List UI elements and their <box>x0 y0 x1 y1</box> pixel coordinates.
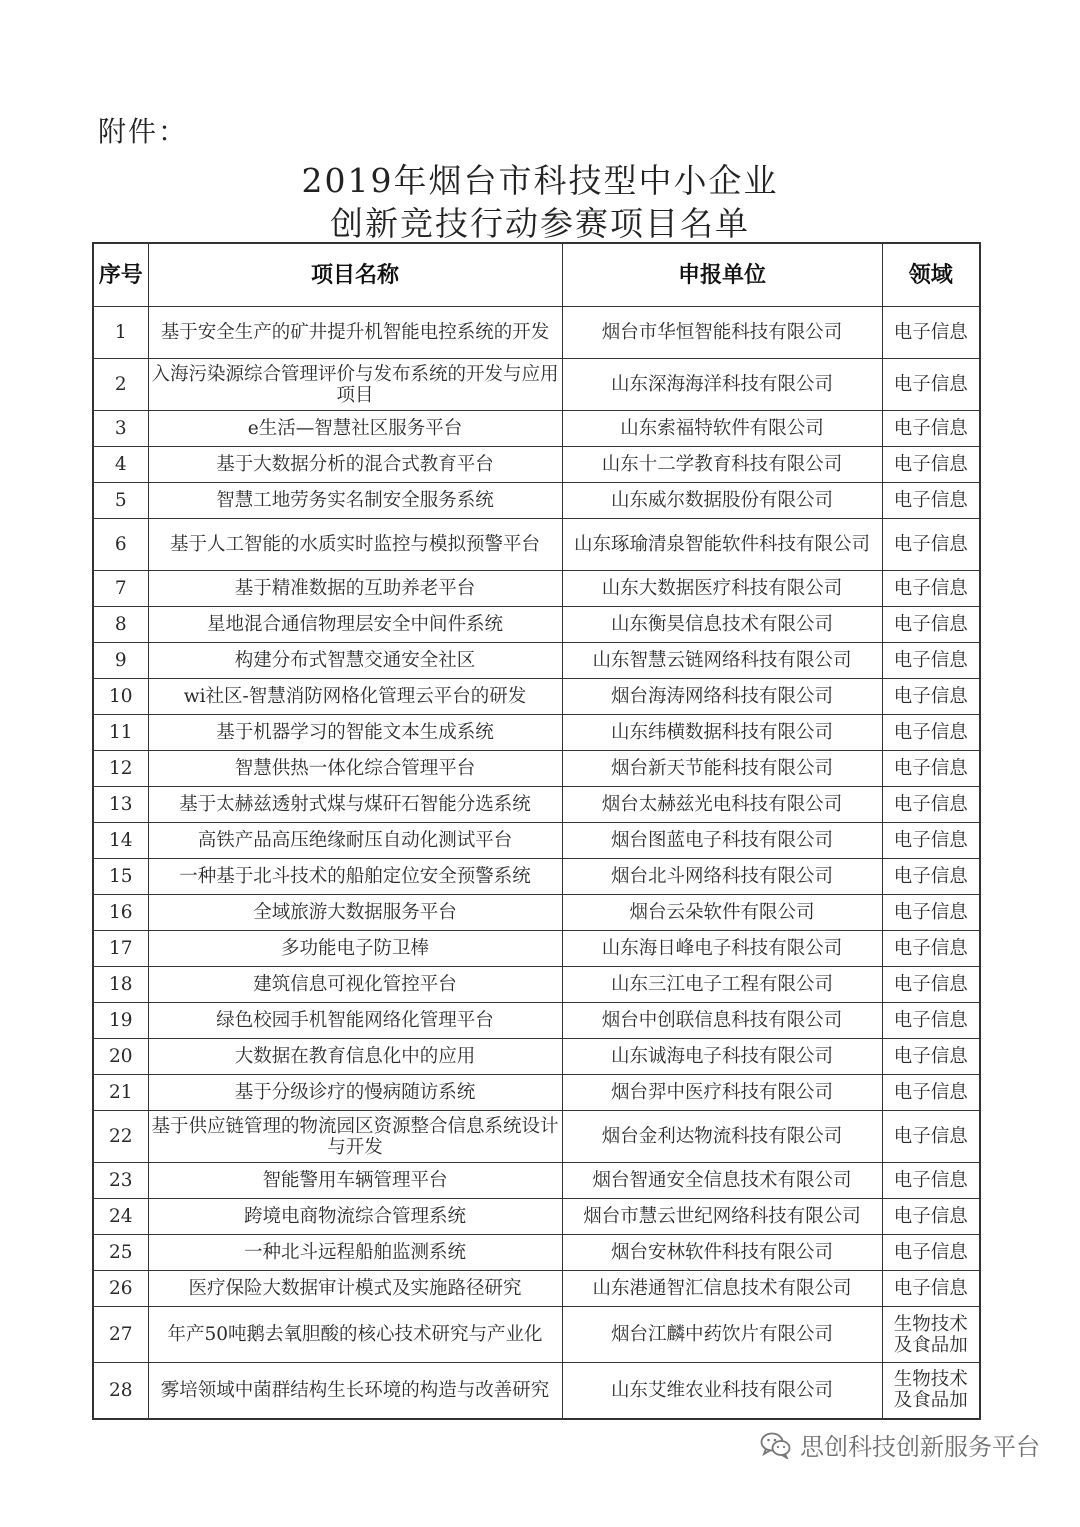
table-row <box>93 787 980 823</box>
cell-applicant-unit: 烟台中创联信息科技有限公司 <box>562 1003 882 1039</box>
cell-number: 22 <box>93 1111 148 1163</box>
cell-project-name: 基于太赫兹透射式煤与煤矸石智能分选系统 <box>148 787 562 823</box>
document-title-line-1: 2019年烟台市科技型中小企业 <box>301 161 779 200</box>
cell-applicant-unit: 烟台新天节能科技有限公司 <box>562 751 882 787</box>
cell-applicant-unit: 烟台安林软件科技有限公司 <box>562 1235 882 1271</box>
cell-project-name: 基于分级诊疗的慢病随访系统 <box>148 1075 562 1111</box>
cell-field: 电子信息 <box>882 1199 980 1235</box>
header-applicant-unit: 申报单位 <box>562 243 882 307</box>
cell-number: 14 <box>93 823 148 859</box>
cell-field: 电子信息 <box>882 1075 980 1111</box>
cell-project-name: 建筑信息可视化管控平台 <box>148 967 562 1003</box>
table-row <box>93 1363 980 1419</box>
cell-number: 5 <box>93 483 148 519</box>
cell-field: 电子信息 <box>882 715 980 751</box>
cell-field: 电子信息 <box>882 571 980 607</box>
cell-number: 3 <box>93 411 148 447</box>
table-row <box>93 1199 980 1235</box>
cell-applicant-unit: 山东琢瑜清泉智能软件科技有限公司 <box>562 519 882 571</box>
cell-applicant-unit: 山东衡昊信息技术有限公司 <box>562 607 882 643</box>
table-row <box>93 679 980 715</box>
table-row <box>93 1003 980 1039</box>
cell-field: 电子信息 <box>882 519 980 571</box>
table-row <box>93 859 980 895</box>
cell-project-name: 星地混合通信物理层安全中间件系统 <box>148 607 562 643</box>
cell-number: 1 <box>93 307 148 359</box>
cell-project-name: 雾培领域中菌群结构生长环境的构造与改善研究 <box>148 1363 562 1419</box>
cell-number: 13 <box>93 787 148 823</box>
cell-applicant-unit: 烟台太赫兹光电科技有限公司 <box>562 787 882 823</box>
table-row <box>93 823 980 859</box>
cell-field: 电子信息 <box>882 411 980 447</box>
cell-number: 28 <box>93 1363 148 1419</box>
cell-number: 23 <box>93 1163 148 1199</box>
cell-project-name: 基于精准数据的互助养老平台 <box>148 571 562 607</box>
table-row <box>93 895 980 931</box>
cell-project-name: 大数据在教育信息化中的应用 <box>148 1039 562 1075</box>
cell-field: 电子信息 <box>882 1039 980 1075</box>
cell-field: 电子信息 <box>882 787 980 823</box>
cell-applicant-unit: 烟台智通安全信息技术有限公司 <box>562 1163 882 1199</box>
cell-field: 电子信息 <box>882 751 980 787</box>
table-row <box>93 967 980 1003</box>
cell-project-name: 跨境电商物流综合管理系统 <box>148 1199 562 1235</box>
cell-number: 20 <box>93 1039 148 1075</box>
cell-field: 电子信息 <box>882 1271 980 1307</box>
cell-applicant-unit: 山东三江电子工程有限公司 <box>562 967 882 1003</box>
cell-number: 10 <box>93 679 148 715</box>
project-table <box>92 242 981 1420</box>
cell-field: 生物技术及食品加 <box>882 1363 980 1419</box>
cell-field: 电子信息 <box>882 967 980 1003</box>
table-row <box>93 1039 980 1075</box>
cell-applicant-unit: 山东索福特软件有限公司 <box>562 411 882 447</box>
cell-field: 电子信息 <box>882 1163 980 1199</box>
cell-applicant-unit: 山东港通智汇信息技术有限公司 <box>562 1271 882 1307</box>
cell-field: 电子信息 <box>882 607 980 643</box>
cell-number: 26 <box>93 1271 148 1307</box>
table-row <box>93 447 980 483</box>
cell-project-name: 构建分布式智慧交通安全社区 <box>148 643 562 679</box>
table-row <box>93 483 980 519</box>
table-row <box>93 359 980 411</box>
cell-applicant-unit: 烟台金利达物流科技有限公司 <box>562 1111 882 1163</box>
table-row <box>93 1075 980 1111</box>
header-number: 序号 <box>93 243 148 307</box>
attachment-label: 附件： <box>98 115 189 148</box>
cell-field: 电子信息 <box>882 679 980 715</box>
table-header-row <box>93 243 980 307</box>
cell-number: 4 <box>93 447 148 483</box>
cell-project-name: 一种基于北斗技术的船舶定位安全预警系统 <box>148 859 562 895</box>
cell-field: 电子信息 <box>882 359 980 411</box>
cell-applicant-unit: 山东威尔数据股份有限公司 <box>562 483 882 519</box>
cell-applicant-unit: 山东诚海电子科技有限公司 <box>562 1039 882 1075</box>
cell-field: 电子信息 <box>882 859 980 895</box>
cell-number: 9 <box>93 643 148 679</box>
cell-applicant-unit: 烟台海涛网络科技有限公司 <box>562 679 882 715</box>
cell-field: 电子信息 <box>882 931 980 967</box>
cell-project-name: 基于机器学习的智能文本生成系统 <box>148 715 562 751</box>
cell-project-name: 基于供应链管理的物流园区资源整合信息系统设计与开发 <box>148 1111 562 1163</box>
table-row <box>93 607 980 643</box>
cell-number: 27 <box>93 1307 148 1363</box>
cell-field: 电子信息 <box>882 1111 980 1163</box>
cell-project-name: e生活—智慧社区服务平台 <box>148 411 562 447</box>
table-row <box>93 411 980 447</box>
cell-project-name: 智能警用车辆管理平台 <box>148 1163 562 1199</box>
cell-applicant-unit: 烟台羿中医疗科技有限公司 <box>562 1075 882 1111</box>
table-row <box>93 1307 980 1363</box>
cell-number: 21 <box>93 1075 148 1111</box>
cell-number: 16 <box>93 895 148 931</box>
table-row <box>93 307 980 359</box>
cell-project-name: 全域旅游大数据服务平台 <box>148 895 562 931</box>
cell-project-name: 基于安全生产的矿井提升机智能电控系统的开发 <box>148 307 562 359</box>
table-row <box>93 715 980 751</box>
cell-number: 6 <box>93 519 148 571</box>
cell-project-name: 入海污染源综合管理评价与发布系统的开发与应用项目 <box>148 359 562 411</box>
cell-field: 电子信息 <box>882 447 980 483</box>
cell-number: 17 <box>93 931 148 967</box>
cell-number: 18 <box>93 967 148 1003</box>
cell-number: 12 <box>93 751 148 787</box>
cell-field: 电子信息 <box>882 895 980 931</box>
cell-number: 2 <box>93 359 148 411</box>
document-title-line-2: 创新竞技行动参赛项目名单 <box>330 204 750 243</box>
cell-number: 7 <box>93 571 148 607</box>
table-row <box>93 1163 980 1199</box>
table-row <box>93 1111 980 1163</box>
cell-number: 15 <box>93 859 148 895</box>
cell-project-name: 多功能电子防卫棒 <box>148 931 562 967</box>
table-row <box>93 931 980 967</box>
cell-number: 25 <box>93 1235 148 1271</box>
cell-project-name: 高铁产品高压绝缘耐压自动化测试平台 <box>148 823 562 859</box>
cell-field: 电子信息 <box>882 823 980 859</box>
cell-number: 8 <box>93 607 148 643</box>
cell-applicant-unit: 山东纬横数据科技有限公司 <box>562 715 882 751</box>
cell-applicant-unit: 山东艾维农业科技有限公司 <box>562 1363 882 1419</box>
table-row <box>93 643 980 679</box>
cell-project-name: 基于大数据分析的混合式教育平台 <box>148 447 562 483</box>
table-row <box>93 519 980 571</box>
cell-number: 11 <box>93 715 148 751</box>
cell-field: 生物技术及食品加 <box>882 1307 980 1363</box>
cell-field: 电子信息 <box>882 1235 980 1271</box>
cell-number: 24 <box>93 1199 148 1235</box>
cell-applicant-unit: 山东十二学教育科技有限公司 <box>562 447 882 483</box>
cell-field: 电子信息 <box>882 1003 980 1039</box>
watermark <box>760 1427 1040 1462</box>
table-row <box>93 1235 980 1271</box>
cell-project-name: 绿色校园手机智能网络化管理平台 <box>148 1003 562 1039</box>
cell-applicant-unit: 烟台市慧云世纪网络科技有限公司 <box>562 1199 882 1235</box>
cell-applicant-unit: 山东深海海洋科技有限公司 <box>562 359 882 411</box>
header-project-name: 项目名称 <box>148 243 562 307</box>
cell-project-name: 年产50吨鹅去氧胆酸的核心技术研究与产业化 <box>148 1307 562 1363</box>
cell-applicant-unit: 烟台云朵软件有限公司 <box>562 895 882 931</box>
cell-applicant-unit: 山东智慧云链网络科技有限公司 <box>562 643 882 679</box>
cell-applicant-unit: 山东大数据医疗科技有限公司 <box>562 571 882 607</box>
watermark-text: 思创科技创新服务平台 <box>800 1433 1040 1461</box>
table-row <box>93 571 980 607</box>
header-field: 领域 <box>882 243 980 307</box>
cell-project-name: 一种北斗远程船舶监测系统 <box>148 1235 562 1271</box>
cell-project-name: wi社区-智慧消防网格化管理云平台的研发 <box>148 679 562 715</box>
table-row <box>93 1271 980 1307</box>
cell-applicant-unit: 烟台市华恒智能科技有限公司 <box>562 307 882 359</box>
cell-field: 电子信息 <box>882 483 980 519</box>
cell-project-name: 医疗保险大数据审计模式及实施路径研究 <box>148 1271 562 1307</box>
cell-field: 电子信息 <box>882 307 980 359</box>
wechat-icon <box>760 1431 792 1459</box>
cell-applicant-unit: 山东海日峰电子科技有限公司 <box>562 931 882 967</box>
cell-applicant-unit: 烟台江麟中药饮片有限公司 <box>562 1307 882 1363</box>
cell-applicant-unit: 烟台图蓝电子科技有限公司 <box>562 823 882 859</box>
cell-project-name: 基于人工智能的水质实时监控与模拟预警平台 <box>148 519 562 571</box>
cell-project-name: 智慧工地劳务实名制安全服务系统 <box>148 483 562 519</box>
cell-project-name: 智慧供热一体化综合管理平台 <box>148 751 562 787</box>
cell-field: 电子信息 <box>882 643 980 679</box>
cell-number: 19 <box>93 1003 148 1039</box>
table-row <box>93 751 980 787</box>
cell-applicant-unit: 烟台北斗网络科技有限公司 <box>562 859 882 895</box>
